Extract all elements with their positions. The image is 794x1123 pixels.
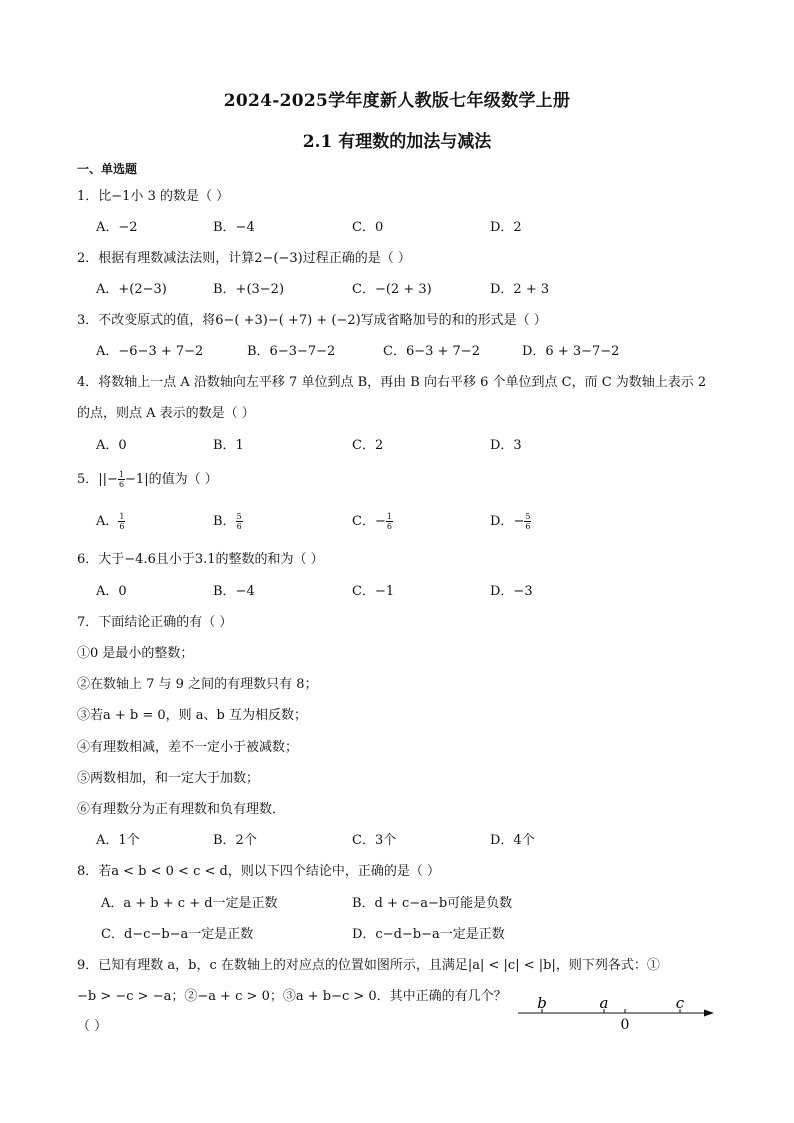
q5-expr-right: −1| — [125, 472, 149, 487]
page-title: 2024-2025学年度新人教版七年级数学上册 — [223, 91, 571, 111]
q8-option-a: A．a + b + c + d一定是正数 — [101, 896, 278, 911]
q8-option-b: B．d + c−a−b可能是负数 — [352, 896, 513, 911]
number-line-figure — [516, 992, 716, 1036]
q5-option-b — [213, 512, 243, 531]
q7-statement-6: ⑥有理数分为正有理数和负有理数． — [77, 802, 286, 817]
q4-option-a: A．0 — [96, 438, 127, 453]
q5-frac-num: 1 — [118, 470, 125, 479]
q1-option-c: C．0 — [352, 220, 384, 235]
q7-statement-4: ④有理数相减，差不一定小于被减数； — [77, 740, 299, 755]
q5-option-b-num: 5 — [236, 512, 242, 521]
question-1-stem: 1．比−1小 3 的数是（ ） — [77, 189, 230, 204]
question-9-stem-line2: −b > −c > −a；②−a + c > 0；③a + b−c > 0．其中正确的有几个？ — [77, 989, 507, 1004]
q3-option-b: B．6−3−7−2 — [247, 344, 336, 359]
q7-option-b: B．2个 — [213, 833, 257, 848]
q8-option-d: D．c−d−b−a一定是正数 — [352, 927, 505, 942]
q5-fraction — [118, 470, 125, 489]
question-9-stem-line3: （ ） — [77, 1019, 108, 1034]
q7-statement-2: ②在数轴上 7 与 9 之间的有理数只有 8； — [77, 677, 318, 692]
axis-label-c: c — [675, 994, 685, 1012]
q5-option-b-label: B． — [213, 514, 236, 529]
page-subtitle: 2.1 有理数的加法与减法 — [302, 132, 492, 152]
q5-option-c-fraction — [386, 512, 393, 531]
question-8-stem: 8．若a < b < 0 < c < d，则以下四个结论中，正确的是（ ） — [77, 864, 440, 879]
q7-option-c: C．3个 — [352, 833, 397, 848]
question-3-stem: 3．不改变原式的值，将6−( +3)−( +7) + (−2)写成省略加号的和的形式是（ ） — [77, 313, 547, 328]
q5-option-d-sign: − — [513, 514, 525, 529]
q2-option-a: A．+(2−3) — [96, 282, 167, 297]
question-2-stem: 2．根据有理数减法法则，计算2−(−3)过程正确的是（ ） — [77, 251, 411, 266]
q6-option-c: C．−1 — [352, 584, 395, 599]
q2-option-b: B．+(3−2) — [213, 282, 285, 297]
q5-prefix: 5． — [77, 472, 99, 487]
q5-option-d-fraction — [524, 512, 531, 531]
axis-label-a: a — [599, 994, 609, 1012]
q5-option-d — [490, 512, 531, 531]
q5-option-c-num: 1 — [386, 512, 392, 521]
q5-option-b-den: 6 — [236, 522, 242, 531]
q6-option-a: A．0 — [96, 584, 127, 599]
q7-option-a: A．1个 — [96, 833, 140, 848]
q5-option-a — [96, 512, 125, 531]
question-6-stem: 6．大于−4.6且小于3.1的整数的和为（ ） — [77, 552, 324, 567]
q5-option-a-label: A． — [96, 514, 119, 529]
q5-option-a-fraction — [118, 512, 125, 531]
q4-option-c: C．2 — [352, 438, 384, 453]
q6-option-d: D．−3 — [490, 584, 533, 599]
q5-option-c-label: C． — [352, 514, 375, 529]
q5-option-d-den: 6 — [525, 522, 531, 531]
question-9-stem-line1: 9．已知有理数 a，b，c 在数轴上的对应点的位置如图所示，且满足|a| < |c| < |b|，则下列各式：① — [77, 958, 660, 973]
q2-option-c: C．−(2 + 3) — [352, 282, 432, 297]
q7-statement-5: ⑤两数相加，和一定大于加数； — [77, 771, 260, 786]
q5-option-c-den: 6 — [386, 522, 392, 531]
axis-label-zero: 0 — [620, 1017, 630, 1033]
q5-option-d-label: D． — [490, 514, 514, 529]
section-heading: 一、单选题 — [77, 162, 138, 176]
q4-option-b: B．1 — [213, 438, 244, 453]
q3-option-c: C．6−3 + 7−2 — [383, 344, 480, 359]
question-7-stem: 7．下面结论正确的有（ ） — [77, 615, 233, 630]
q5-option-a-den: 6 — [119, 522, 125, 531]
q4-option-d: D．3 — [490, 438, 522, 453]
q3-option-d: D．6 + 3−7−2 — [522, 344, 620, 359]
q5-option-a-num: 1 — [119, 512, 125, 521]
q5-suffix: 的值为（ ） — [148, 472, 218, 487]
axis-label-b: b — [537, 994, 547, 1012]
q5-option-c-sign: − — [374, 514, 386, 529]
q7-statement-3: ③若a + b = 0，则 a、b 互为相反数； — [77, 708, 307, 723]
number-line-arrow-icon — [704, 1010, 714, 1017]
q5-option-d-num: 5 — [525, 512, 531, 521]
q1-option-d: D．2 — [490, 220, 522, 235]
q2-option-d: D．2 + 3 — [490, 282, 550, 297]
question-5-stem — [77, 470, 218, 489]
q5-option-c — [352, 512, 393, 531]
q1-option-b: B．−4 — [213, 220, 255, 235]
q6-option-b: B．−4 — [213, 584, 255, 599]
q7-statement-1: ①0 是最小的整数； — [77, 646, 194, 661]
q5-frac-den: 6 — [118, 480, 125, 489]
q5-expr-left: ||− — [98, 472, 118, 487]
q8-option-c: C．d−c−b−a一定是正数 — [101, 927, 254, 942]
q3-option-a: A．−6−3 + 7−2 — [96, 344, 204, 359]
question-4-stem-line2: 的点，则点 A 表示的数是（ ） — [77, 406, 255, 421]
q5-option-b-fraction — [236, 512, 243, 531]
q7-option-d: D．4个 — [490, 833, 535, 848]
question-4-stem-line1: 4．将数轴上一点 A 沿数轴向左平移 7 单位到点 B，再由 B 向右平移 6 个单位到点 C，而 C 为数轴上表示 2 — [77, 375, 707, 390]
q1-option-a: A．−2 — [96, 220, 138, 235]
